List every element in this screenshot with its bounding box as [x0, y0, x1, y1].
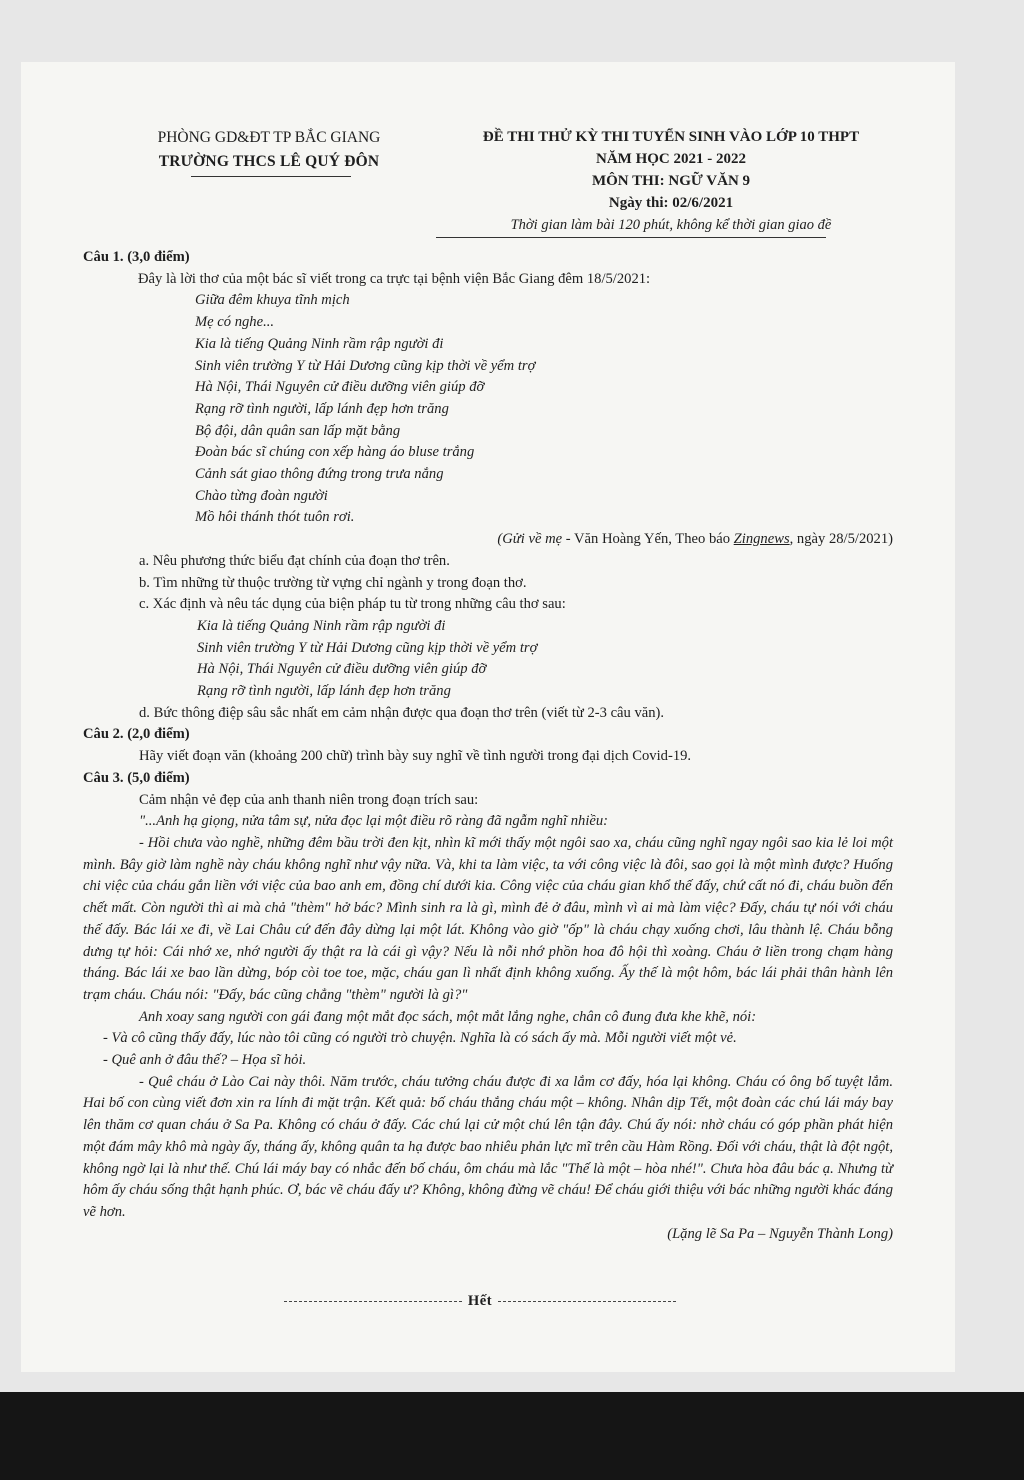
school-underline [191, 176, 351, 177]
end-marker [275, 1293, 685, 1310]
poem-line: Bộ đội, dân quân san lấp mặt bằng [195, 422, 401, 439]
excerpt-paragraph: "...Anh hạ giọng, nửa tâm sự, nửa đọc lại một điều rõ ràng đã ngẫm nghĩ nhiều: [139, 813, 609, 830]
question-2-text: Hãy viết đoạn văn (khoảng 200 chữ) trình bày suy nghĩ về tình người trong đại dịch Covid-19. [139, 748, 692, 765]
poem-line: Chào từng đoàn người [195, 487, 328, 504]
excerpt-source: (Lặng lẽ Sa Pa – Nguyễn Thành Long) [667, 1225, 893, 1242]
time-allowed: Thời gian làm bài 120 phút, không kể thời gian giao đề [510, 217, 832, 233]
poem [83, 290, 893, 529]
header-left [119, 126, 419, 174]
quoted-line: Hà Nội, Thái Nguyên cử điều dưỡng viên giúp đỡ [197, 661, 487, 678]
exam-paper [21, 62, 955, 1372]
poem-source: (Gửi về mẹ - Văn Hoàng Yến, Theo báo Zingnews, ngày 28/5/2021) [497, 531, 893, 548]
question-1-title: Câu 1. (3,0 điểm) [83, 249, 190, 265]
excerpt-paragraph: - Quê cháu ở Lào Cai này thôi. Năm trước, cháu tưởng cháu được đi xa lắm cơ đấy, hóa lại không. Cháu có ông bố tuyệt lắm. Hai bố con cùng viết đơn xin ra lính đi mặt trận. Kết quả: bố cháu thắng cháu một – không. Nhân dịp Tết, một đoàn các chú lái máy bay lên thăm cơ quan cháu ở Sa Pa. Không có cháu ở đấy. Các chú lại cử một chú lên tận đây. Chú ấy nói: nhờ cháu có góp phần phát hiện một đám mây khô mà ngày ấy, tháng ấy, không quân ta hạ được bao nhiêu phản lực mĩ trên cầu Hàm Rồng. Đối với cháu, thật là đột ngột, không ngờ lại là như thế. Chú lái máy bay có nhắc đến bố cháu, ôm cháu mà lắc "Thế là một – hòa nhé!". Chưa hòa đâu bác ạ. Nhưng từ hôm ấy cháu sống thật hạnh phúc. Ơ, bác vẽ cháu đấy ư? Không, không đừng vẽ cháu! Để cháu giới thiệu với bác những người khác đáng vẽ hơn. [83, 1073, 893, 1220]
excerpt-paragraph: Anh xoay sang người con gái đang một mắt đọc sách, một mắt lắng nghe, chân cô đung đưa khe khẽ, nói: [139, 1008, 757, 1025]
poem-line: Sinh viên trường Y từ Hải Dương cũng kịp thời về yểm trợ [195, 357, 536, 374]
question-1d: d. Bức thông điệp sâu sắc nhất em cảm nhận được qua đoạn thơ trên (viết từ 2-3 câu văn). [139, 704, 665, 721]
poem-line: Mồ hôi thánh thót tuôn rơi. [195, 509, 355, 526]
quoted-line: Kia là tiếng Quảng Ninh rầm rập người đi [197, 617, 446, 634]
excerpt-paragraph: - Hồi chưa vào nghề, những đêm bầu trời đen kịt, nhìn kĩ mới thấy một ngôi sao xa, cháu cũng nghĩ ngay ngôi sao kia lẻ loi một mình. Bây giờ làm nghề này cháu không nghĩ như vậy nữa. Và, khi ta làm việc, ta với công việc là đôi, sao gọi là một mình được? Huống chi việc của cháu gắn liền với việc của bao anh em, đồng chí dưới kia. Công việc của cháu gian khổ thế đấy, chứ cất nó đi, cháu buồn đến chết mất. Còn người thì ai mà chả "thèm" hở bác? Mình sinh ra là gì, mình đẻ ở đâu, mình vì ai mà làm việc? Đấy, cháu tự nói với cháu thế đấy. Bác lái xe đi, về Lai Châu cứ đến đây dừng lại một lát. Không vào giờ "ốp" là cháu chạy xuống chơi, lâu thành lệ. Cháu bỗng dưng tự hỏi: Cái nhớ xe, nhớ người ấy thật ra là cái gì vậy? Nếu là nỗi nhớ phồn hoa đô hội thì xoàng. Cháu ở liền trong chạm hàng tháng. Bác lái xe bao lần dừng, bóp còi toe toe, mặc, cháu gan lì nhất định không xuống. Ấy thế là một hôm, bác lái phải thân hành lên trạm cháu. Cháu nói: "Đấy, bác cũng chẳng "thèm" người là gì?" [83, 834, 893, 1003]
poem-line: Cảnh sát giao thông đứng trong trưa nắng [195, 466, 444, 483]
question-3-title: Câu 3. (5,0 điểm) [83, 769, 190, 786]
time-underline [436, 237, 826, 238]
exam-title: ĐỀ THI THỬ KỲ THI TUYỂN SINH VÀO LỚP 10 THPT [482, 129, 860, 145]
subject: MÔN THI: NGỮ VĂN 9 [591, 173, 751, 189]
exam-body [83, 247, 893, 1245]
poem-line: Đoàn bác sĩ chúng con xếp hàng áo bluse trắng [195, 444, 475, 461]
question-1b: b. Tìm những từ thuộc trường từ vựng chỉ ngành y trong đoạn thơ. [139, 574, 527, 591]
school-year: NĂM HỌC 2021 - 2022 [596, 151, 746, 167]
poem-line: Giữa đêm khuya tĩnh mịch [195, 292, 350, 309]
poem-line: Mẹ có nghe... [195, 314, 275, 331]
excerpt-paragraph: - Quê anh ở đâu thế? – Họa sĩ hỏi. [103, 1052, 307, 1069]
header-right [421, 126, 921, 236]
end-dashes-left [284, 1301, 462, 1302]
department-name: PHÒNG GD&ĐT TP BẮC GIANG [157, 129, 381, 146]
excerpt-paragraph: - Và cô cũng thấy đấy, lúc nào tôi cũng có người trò chuyện. Nghĩa là có sách ấy mà. Mỗi người viết một vẻ. [103, 1030, 737, 1047]
poem-line: Hà Nội, Thái Nguyên cử điều dưỡng viên giúp đỡ [195, 379, 485, 396]
school-name: TRƯỜNG THCS LÊ QUÝ ĐÔN [158, 153, 380, 170]
quoted-line: Sinh viên trường Y từ Hải Dương cũng kịp thời về yểm trợ [197, 639, 538, 656]
question-2-title: Câu 2. (2,0 điểm) [83, 726, 190, 743]
exam-date: Ngày thi: 02/6/2021 [608, 195, 734, 211]
poem-line: Rạng rỡ tình người, lấp lánh đẹp hơn trăng [195, 400, 449, 417]
bottom-dark-band [0, 1392, 1024, 1480]
end-dashes-right [498, 1301, 676, 1302]
question-1a: a. Nêu phương thức biểu đạt chính của đoạn thơ trên. [139, 552, 450, 569]
question-1-intro: Đây là lời thơ của một bác sĩ viết trong ca trực tại bệnh viện Bắc Giang đêm 18/5/2021: [138, 270, 651, 287]
question-3-intro: Cảm nhận vẻ đẹp của anh thanh niên trong đoạn trích sau: [139, 791, 479, 808]
question-1c: c. Xác định và nêu tác dụng của biện pháp tu từ trong những câu thơ sau: [139, 596, 566, 613]
poem-line: Kia là tiếng Quảng Ninh rầm rập người đi [195, 335, 444, 352]
quoted-line: Rạng rỡ tình người, lấp lánh đẹp hơn trăng [197, 683, 451, 700]
end-text: Hết [467, 1293, 493, 1309]
